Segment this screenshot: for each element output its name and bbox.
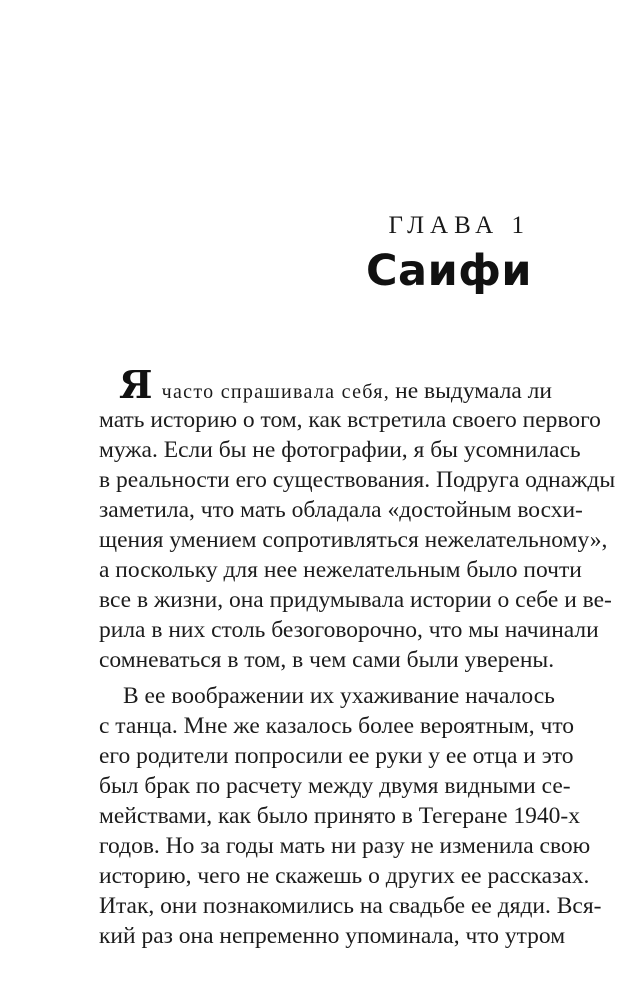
paragraph-1-first-line [99,362,552,407]
text-line: мать историю о том, как встретила своего первого [99,407,601,433]
text-line: рила в них столь безоговорочно, что мы начинали [99,617,599,643]
text-line: его родители попросили ее руки у ее отца и это [99,743,574,769]
text-line: в реальности его существования. Подруга однажды [99,467,616,493]
text-line: историю, чего не скажешь о других ее рассказах. [99,863,590,889]
text-line: заметила, что мать обладала «достойным восхи- [99,497,583,523]
lead-in-rest: не выдумала ли [395,378,552,404]
text-line: мужа. Если бы не фотографии, я бы усомнилась [99,437,581,463]
paragraph-2 [99,681,602,951]
lead-in-smallcaps: часто спрашивала себя, [161,381,391,403]
text-line: годов. Но за годы мать ни разу не изменила свою [99,833,591,859]
text-line: кий раз она непременно упоминала, что утром [99,923,566,949]
text-line: а поскольку для нее нежелательным было почти [99,557,582,583]
text-line: сомневаться в том, в чем сами были уверены. [99,647,555,673]
chapter-label: ГЛАВА 1 [388,212,530,239]
text-line: с танца. Мне же казалось более вероятным, что [99,713,575,739]
text-line: все в жизни, она придумывала истории о себе и ве- [99,587,612,613]
text-line: был брак по расчету между двумя видными се- [99,773,571,799]
chapter-title: Саифи [366,246,532,296]
text-line: В ее воображении их ухаживание началось [123,683,555,709]
text-line: щения умением сопротивляться нежелательному», [99,527,608,553]
text-line: Итак, они познакомились на свадьбе ее дяди. Вся- [99,893,602,919]
body-text [99,360,616,951]
text-line: мействами, как было принято в Тегеране 1940-х [99,803,581,829]
drop-cap: Я [119,362,153,407]
paragraph-1 [99,405,616,675]
